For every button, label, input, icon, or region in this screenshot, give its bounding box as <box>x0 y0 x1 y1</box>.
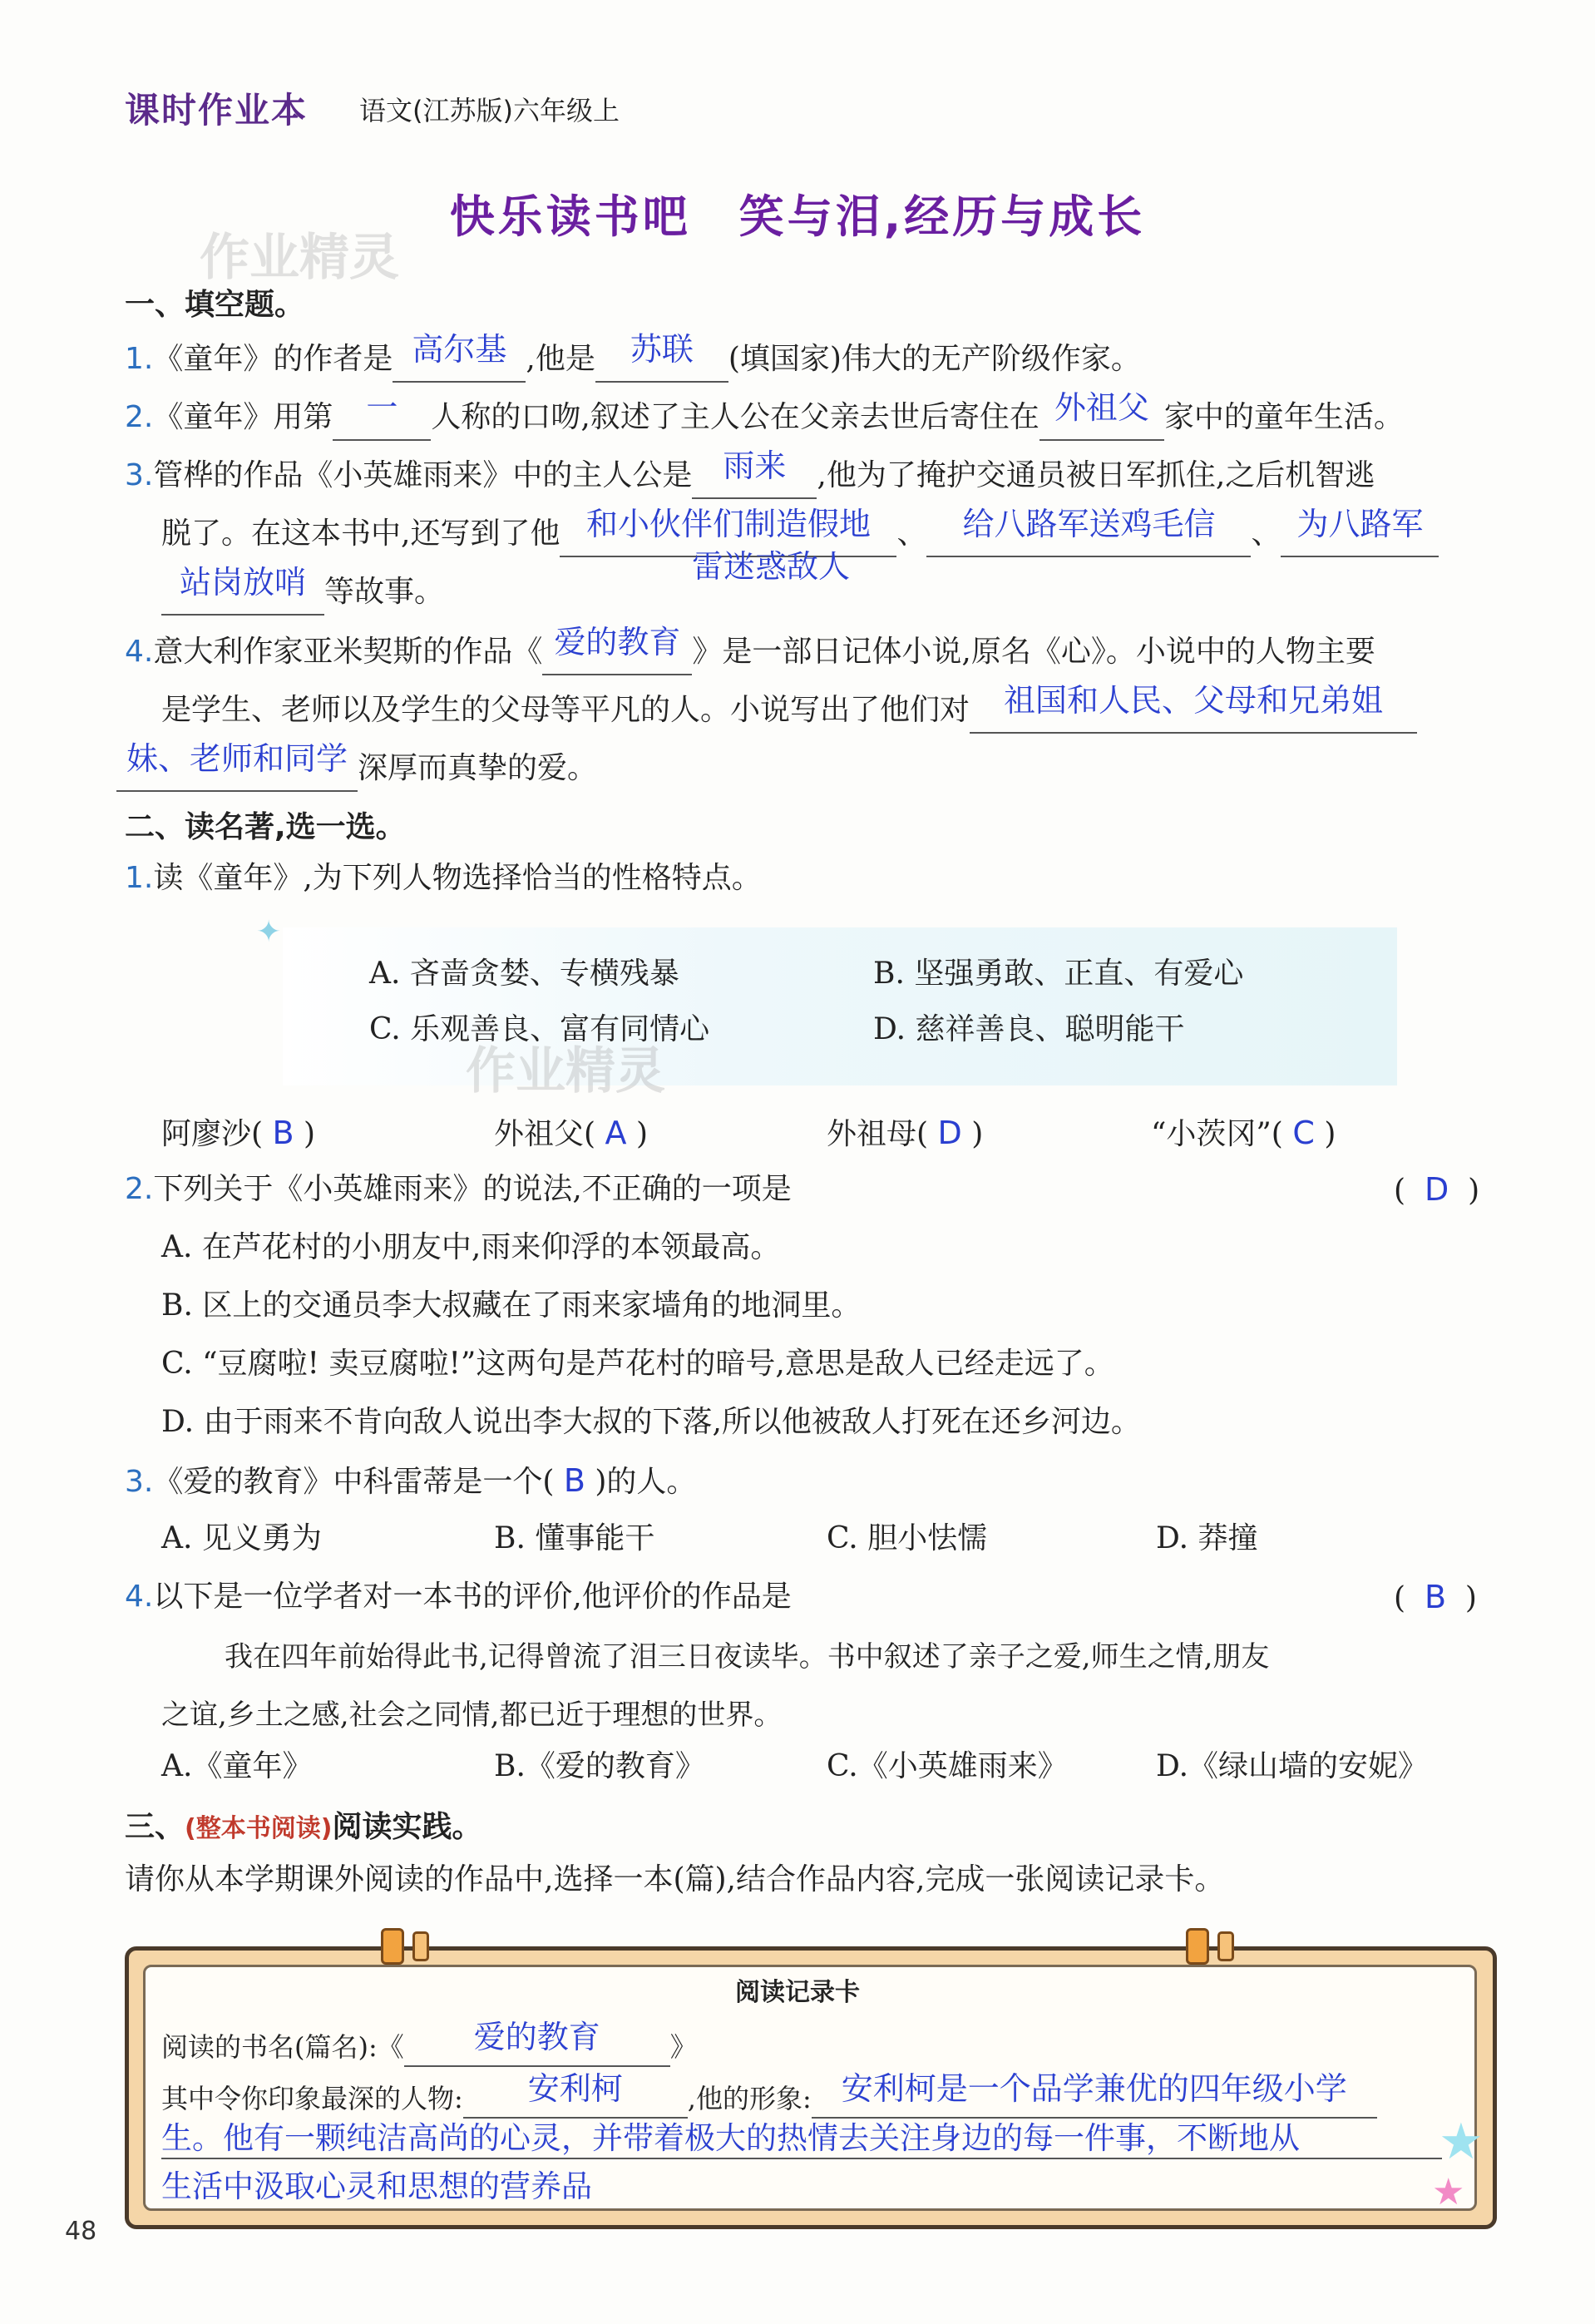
person-field[interactable] <box>463 2071 688 2119</box>
q-text: 家中的童年生活。 <box>1163 400 1404 434</box>
answer-blank[interactable] <box>333 389 431 441</box>
section3-heading: 三、(整本书阅读)阅读实践。 <box>125 1803 481 1846</box>
answer-text: 安利柯 <box>527 2070 623 2107</box>
q-number: 4. <box>125 1580 154 1614</box>
answer-blank[interactable] <box>542 624 692 675</box>
answer-blank[interactable] <box>970 682 1417 734</box>
book-name-field[interactable] <box>404 2020 670 2067</box>
binder-clip-icon <box>381 1928 404 1965</box>
answer-text: D <box>1424 1171 1449 1208</box>
match-grandmother: 外祖母( D ) <box>827 1115 984 1151</box>
s2-q3-option-c: C. 胆小怯懦 <box>827 1521 988 1555</box>
q-text: 》是一部日记体小说,原名《心》。小说中的人物主要 <box>692 635 1375 669</box>
subject-label: 语文(江苏版)六年级上 <box>359 95 620 126</box>
answer-blank[interactable] <box>116 740 358 792</box>
answer-text: 和小伙伴们制造假地 <box>585 506 871 542</box>
s2-q2 <box>125 1168 792 1211</box>
answer-text: 雨来 <box>723 447 787 484</box>
q-text: ,他是 <box>526 342 595 376</box>
sparkle-icon: ✦ <box>256 915 282 949</box>
q-number: 4. <box>125 635 154 669</box>
q-text: 下列关于《小英雄雨来》的说法,不正确的一项是 <box>153 1172 792 1206</box>
answer-text: 爱的教育 <box>473 2019 600 2055</box>
card-person-row: 其中令你印象最深的人物: 安利柯 ,他的形象: 安利柯是一个品学兼优的四年级小学 <box>161 2071 1377 2119</box>
s2-q3-option-a: A. 见义勇为 <box>161 1521 322 1555</box>
q-number: 2. <box>125 1172 154 1206</box>
answer-text: 为八路军 <box>1296 506 1424 542</box>
q-number: 3. <box>125 458 154 492</box>
s2-q3-option-d: D. 莽撞 <box>1156 1521 1258 1555</box>
q-text: 《童年》用第 <box>153 400 333 434</box>
option-d: D. 慈祥善良、聪明能干 <box>873 1012 1185 1046</box>
s2-q4-option-d: D.《绿山墙的安妮》 <box>1156 1749 1429 1783</box>
s2-q4-option-a: A.《童年》 <box>161 1749 313 1783</box>
s2-q4 <box>125 1575 792 1619</box>
answer-text: B <box>1424 1579 1447 1615</box>
separator: 、 <box>1251 517 1281 551</box>
image-field-line3: 生活中汲取心灵和思想的营养品 <box>161 2168 592 2204</box>
q-number: 2. <box>125 400 154 434</box>
match-aliosha: 阿廖沙( B ) <box>161 1115 316 1151</box>
s2-q2-option-d: D. 由于雨来不肯向敌人说出李大叔的下落,所以他被敌人打死在还乡河边。 <box>161 1405 1141 1439</box>
section3-intro: 请你从本学期课外阅读的作品中,选择一本(篇),结合作品内容,完成一张阅读记录卡。 <box>125 1862 1225 1896</box>
option-a: A. 吝啬贪婪、专横残暴 <box>369 957 679 991</box>
binder-clip-icon <box>1186 1928 1209 1965</box>
answer-text: 外祖父 <box>1054 389 1149 426</box>
q-text: 以下是一位学者对一本书的评价,他评价的作品是 <box>153 1580 792 1614</box>
page-title: 快乐读书吧 笑与泪,经历与成长 <box>449 190 1146 243</box>
s2-q2-option-c: C. “豆腐啦! 卖豆腐啦!”这两句是芦花村的暗号,意思是敌人已经走远了。 <box>161 1347 1114 1381</box>
q-number: 1. <box>125 342 154 376</box>
s2-q2-answer: ( D ) <box>1394 1171 1480 1208</box>
answer-blank[interactable] <box>692 447 817 499</box>
answer-blank[interactable] <box>1281 506 1439 557</box>
s2-q3 <box>125 1459 696 1504</box>
answer-text: C <box>1292 1115 1315 1151</box>
q-text: 脱了。在这本书中,还写到了他 <box>161 517 560 551</box>
s1-q1 <box>125 331 1141 383</box>
answer-text: 爱的教育 <box>554 624 681 660</box>
s2-q3-option-b: B. 懂事能干 <box>494 1521 655 1555</box>
answer-text: 站岗放哨 <box>179 564 306 601</box>
section1-heading: 一、填空题。 <box>125 288 305 322</box>
q-text: 人称的口吻,叙述了主人公在父亲去世后寄住在 <box>431 400 1039 434</box>
q-text: 是学生、老师以及学生的父母等平凡的人。小说写出了他们对 <box>161 693 970 727</box>
s1-q3-line3 <box>161 564 445 616</box>
star-icon: ★ <box>1432 2171 1465 2213</box>
whole-book-badge: (整本书阅读) <box>185 1814 333 1843</box>
series-title: 课时作业本 <box>125 90 309 131</box>
answer-blank[interactable] <box>595 331 728 383</box>
answer-blank[interactable] <box>161 564 324 616</box>
q-number: 1. <box>125 861 154 895</box>
answer-text: 高尔基 <box>412 331 507 368</box>
answer-blank[interactable] <box>1039 389 1164 441</box>
answer-text: 苏联 <box>630 331 694 368</box>
s1-q3-line1 <box>125 447 1375 499</box>
q-text: )的人。 <box>595 1465 697 1499</box>
watermark-logo: 作业精灵 <box>200 229 399 287</box>
answer-text: 祖国和人民、父母和兄弟姐 <box>1004 682 1384 719</box>
q-text: 《童年》的作者是 <box>153 342 393 376</box>
option-c: C. 乐观善良、富有同情心 <box>369 1012 710 1046</box>
answer-text: B <box>563 1462 585 1499</box>
options-panel <box>283 927 1397 1085</box>
q-text: 意大利作家亚米契斯的作品《 <box>153 635 543 669</box>
q-number: 3. <box>125 1465 154 1499</box>
card-book-row: 阅读的书名(篇名):《 爱的教育 》 <box>161 2020 697 2067</box>
answer-text: D <box>937 1115 962 1151</box>
s1-q2 <box>125 389 1404 441</box>
match-grandfather: 外祖父( A ) <box>494 1115 648 1151</box>
image-field-line2[interactable]: 生。他有一颗纯洁高尚的心灵，并带着极大的热情去关注身边的每一件事，不断地从 <box>161 2113 1442 2159</box>
s1-q4-line2 <box>161 682 1417 734</box>
answer-blank[interactable] <box>926 506 1251 557</box>
binder-clip-icon <box>1217 1931 1234 1961</box>
answer-text-wrap: 雷迷惑敌人 <box>692 548 851 585</box>
match-gypsy: “小茨冈”( C ) <box>1151 1115 1336 1151</box>
section2-heading: 二、读名著,选一选。 <box>125 810 406 844</box>
q-text: 读《童年》,为下列人物选择恰当的性格特点。 <box>153 861 762 895</box>
star-icon: ★ <box>1439 2113 1484 2171</box>
watermark-logo: 作业精灵 <box>466 1042 665 1100</box>
q-text: (填国家)伟大的无产阶级作家。 <box>728 342 1141 376</box>
q-text: 管桦的作品《小英雄雨来》中的主人公是 <box>153 458 693 492</box>
critic-quote-line2: 之谊,乡土之感,社会之同情,都已近于理想的世界。 <box>161 1698 783 1732</box>
s2-q4-answer: ( B ) <box>1394 1579 1477 1615</box>
q-text: 深厚而真挚的爱。 <box>358 751 598 785</box>
card-title: 阅读记录卡 <box>735 1978 860 2007</box>
s2-q4-option-c: C.《小英雄雨来》 <box>827 1749 1068 1783</box>
answer-text: A <box>605 1115 627 1151</box>
q-text: ,他为了掩护交通员被日军抓住,之后机智逃 <box>817 458 1375 492</box>
option-b: B. 坚强勇敢、正直、有爱心 <box>873 957 1244 991</box>
page-number: 48 <box>65 2217 97 2246</box>
s2-q2-option-a: A. 在芦花村的小朋友中,雨来仰浮的本领最高。 <box>161 1230 781 1264</box>
answer-blank[interactable] <box>393 331 526 383</box>
answer-text: 给八路军送鸡毛信 <box>962 506 1216 542</box>
s2-q2-option-b: B. 区上的交通员李大叔藏在了雨来家墙角的地洞里。 <box>161 1288 862 1323</box>
s1-q4-line1 <box>125 624 1375 675</box>
s2-q1 <box>125 857 762 900</box>
separator: 、 <box>896 517 927 551</box>
answer-text: 一 <box>366 389 398 426</box>
q-text: 等故事。 <box>324 575 445 609</box>
s2-q4-option-b: B.《爱的教育》 <box>494 1749 705 1783</box>
answer-text: B <box>272 1115 294 1151</box>
s1-q4-line3 <box>116 740 598 792</box>
binder-clip-icon <box>412 1931 429 1961</box>
critic-quote-line1: 我在四年前始得此书,记得曾流了泪三日夜读毕。书中叙述了亲子之爱,师生之情,朋友 <box>225 1640 1270 1674</box>
answer-text: 安利柯是一个品学兼优的四年级小学 <box>841 2070 1347 2107</box>
image-field[interactable] <box>812 2071 1377 2119</box>
answer-text: 妹、老师和同学 <box>126 740 348 777</box>
q-text: 《爱的教育》中科雷蒂是一个( <box>153 1465 555 1499</box>
